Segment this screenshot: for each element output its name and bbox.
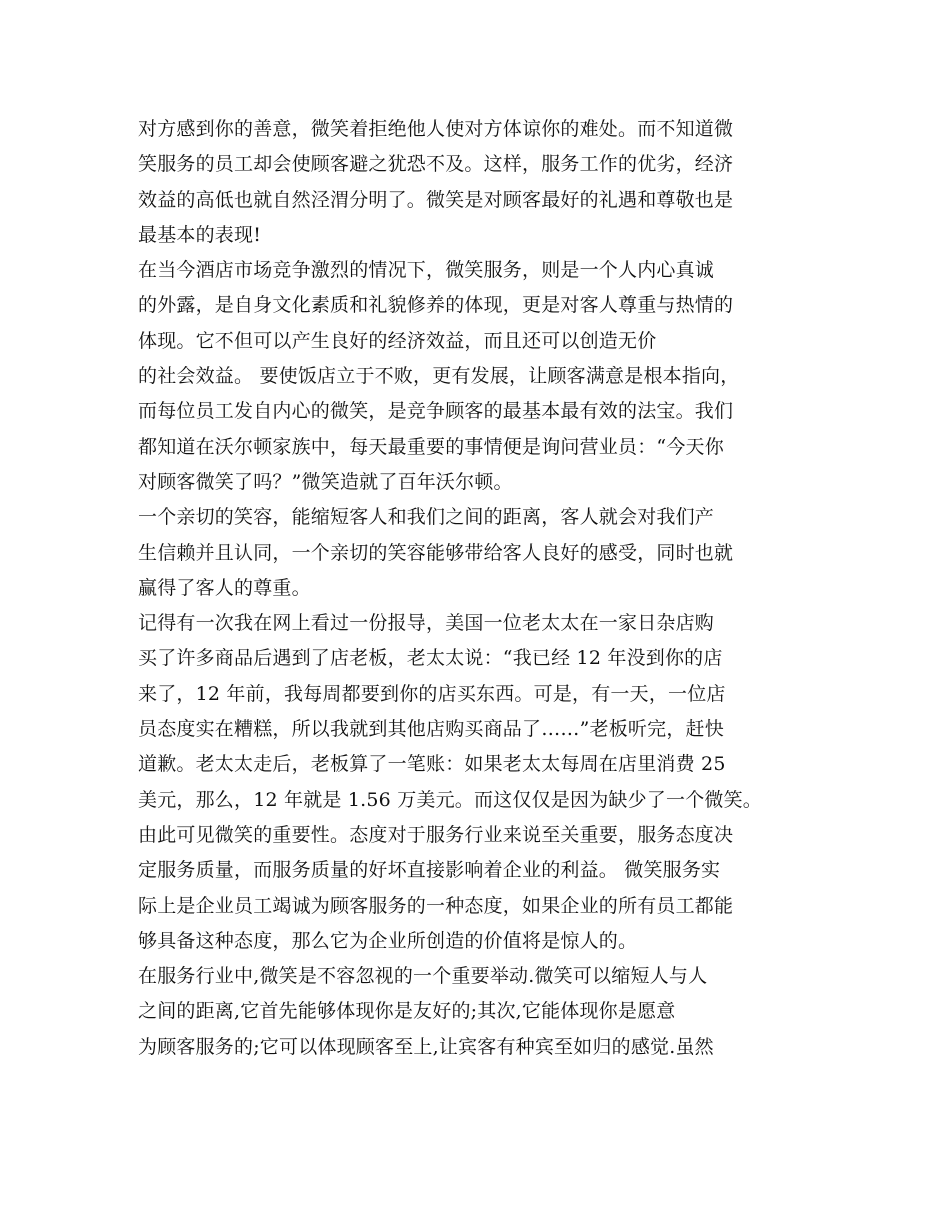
text-line: 赢得了客人的尊重。 (138, 576, 311, 599)
text-line: 为顾客服务的;它可以体现顾客至上,让宾客有种宾至如归的感觉.虽然 (138, 1035, 714, 1058)
text-line: 际上是企业员工竭诚为顾客服务的一种态度，如果企业的所有员工都能 (138, 894, 734, 917)
text-line: 最基本的表现! (138, 223, 262, 246)
text-line: 由此可见微笑的重要性。态度对于服务行业来说至关重要，服务态度决 (138, 823, 734, 846)
text-line: 道歉。老太太走后，老板算了一笔账：如果老太太每周在店里消费 25 (138, 753, 726, 776)
text-line: 笑服务的员工却会使顾客避之犹恐不及。这样，服务工作的优劣，经济 (138, 153, 734, 176)
text-line: 美元，那么，12 年就是 1.56 万美元。而这仅仅是因为缺少了一个微笑。 (138, 788, 763, 811)
text-line: 在当今酒店市场竞争激烈的情况下，微笑服务，则是一个人内心真诚 (138, 259, 715, 282)
text-line: 一个亲切的笑容，能缩短客人和我们之间的距离，客人就会对我们产 (138, 506, 715, 529)
text-line: 够具备这种态度，那么它为企业所创造的价值将是惊人的。 (138, 929, 638, 952)
text-line: 效益的高低也就自然泾渭分明了。微笑是对顾客最好的礼遇和尊敬也是 (138, 188, 734, 211)
text-line: 的外露，是自身文化素质和礼貌修养的体现，更是对客人尊重与热情的 (138, 294, 734, 317)
document-body (138, 112, 828, 1065)
text-line: 买了许多商品后遇到了店老板，老太太说：“我已经 12 年没到你的店 (138, 647, 723, 670)
text-line: 的社会效益。 要使饭店立于不败，更有发展，让顾客满意是根本指向， (138, 365, 740, 388)
text-line: 体现。它不但可以产生良好的经济效益，而且还可以创造无价 (138, 329, 657, 352)
text-line: 记得有一次我在网上看过一份报导，美国一位老太太在一家日杂店购 (138, 612, 715, 635)
text-line: 定服务质量，而服务质量的好坏直接影响着企业的利益。 微笑服务实 (138, 859, 721, 882)
text-line: 来了，12 年前，我每周都要到你的店买东西。可是，有一天，一位店 (138, 682, 726, 705)
text-line: 在服务行业中,微笑是不容忽视的一个重要举动.微笑可以缩短人与人 (138, 965, 708, 988)
text-line: 而每位员工发自内心的微笑，是竞争顾客的最基本最有效的法宝。我们 (138, 400, 734, 423)
text-line: 生信赖并且认同，一个亲切的笑容能够带给客人良好的感受，同时也就 (138, 541, 734, 564)
text-line: 对方感到你的善意，微笑着拒绝他人使对方体谅你的难处。而不知道微 (138, 118, 734, 140)
text-line: 之间的距离,它首先能够体现你是友好的;其次,它能体现你是愿意 (138, 1000, 676, 1023)
text-line: 对顾客微笑了吗？”微笑造就了百年沃尔顿。 (138, 470, 513, 493)
text-line: 员态度实在糟糕，所以我就到其他店购买商品了……”老板听完，赶快 (138, 718, 724, 741)
text-line: 都知道在沃尔顿家族中，每天最重要的事情便是询问营业员：“今天你 (138, 435, 724, 458)
